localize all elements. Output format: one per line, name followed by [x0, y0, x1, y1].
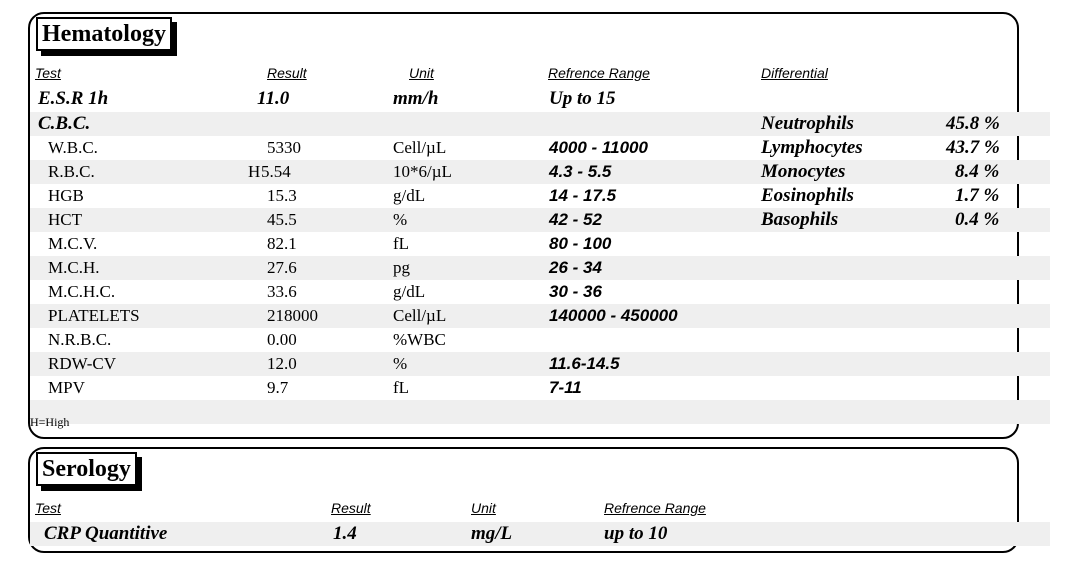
- test-name: MPV: [48, 378, 85, 397]
- test-result: 45.5: [267, 210, 297, 229]
- test-unit: 10*6/µL: [393, 162, 452, 181]
- test-unit: %WBC: [393, 330, 446, 349]
- test-unit: Cell/µL: [393, 138, 447, 157]
- esr-test: E.S.R 1h: [38, 88, 109, 109]
- hematology-title: Hematology: [36, 17, 172, 51]
- test-result: 5.54: [261, 162, 291, 181]
- differential-value: 1.7 %: [955, 185, 1000, 206]
- test-result: 5330: [267, 138, 301, 157]
- esr-range: Up to 15: [549, 88, 616, 109]
- row-band: [30, 256, 1050, 280]
- header-result: Result: [331, 500, 371, 516]
- test-name: W.B.C.: [48, 138, 98, 157]
- crp-result: 1.4: [333, 523, 357, 544]
- row-band: [30, 352, 1050, 376]
- differential-value: 43.7 %: [946, 137, 1000, 158]
- row-band: [30, 304, 1050, 328]
- header-unit: Unit: [471, 500, 496, 516]
- test-range: 4000 - 11000: [549, 138, 648, 157]
- test-range: 7-11: [549, 378, 582, 397]
- header-range: Refrence Range: [604, 500, 706, 516]
- row-band: [30, 112, 1050, 136]
- test-result: 12.0: [267, 354, 297, 373]
- test-result: 82.1: [267, 234, 297, 253]
- test-name: RDW-CV: [48, 354, 116, 373]
- differential-value: 0.4 %: [955, 209, 1000, 230]
- test-name: R.B.C.: [48, 162, 95, 181]
- esr-result: 11.0: [257, 88, 290, 109]
- test-unit: g/dL: [393, 186, 426, 205]
- differential-name: Monocytes: [761, 161, 846, 182]
- test-unit: fL: [393, 378, 410, 397]
- header-test: Test: [35, 500, 61, 516]
- test-name: PLATELETS: [48, 306, 140, 325]
- test-name: HCT: [48, 210, 82, 229]
- test-result: 15.3: [267, 186, 297, 205]
- test-name: M.C.V.: [48, 234, 98, 253]
- crp-range: up to 10: [604, 523, 668, 544]
- header-range: Refrence Range: [548, 65, 650, 81]
- test-unit: Cell/µL: [393, 306, 447, 325]
- test-result: 0.00: [267, 330, 297, 349]
- differential-name: Eosinophils: [761, 185, 854, 206]
- test-name: M.C.H.C.: [48, 282, 116, 301]
- differential-value: 8.4 %: [955, 161, 1000, 182]
- test-name: M.C.H.: [48, 258, 100, 277]
- test-range: 14 - 17.5: [549, 186, 617, 205]
- test-range: 4.3 - 5.5: [549, 162, 612, 181]
- test-result: 9.7: [267, 378, 289, 397]
- test-unit: %: [393, 354, 408, 373]
- cbc-label: C.B.C.: [38, 113, 91, 134]
- test-range: 140000 - 450000: [549, 306, 678, 325]
- test-name: HGB: [48, 186, 84, 205]
- differential-name: Neutrophils: [761, 113, 854, 134]
- differential-name: Lymphocytes: [761, 137, 863, 158]
- high-flag: H: [248, 162, 261, 181]
- test-range: 80 - 100: [549, 234, 612, 253]
- header-result: Result: [267, 65, 307, 81]
- row-band: [30, 522, 1050, 546]
- differential-value: 45.8 %: [946, 113, 1000, 134]
- test-range: 26 - 34: [549, 258, 602, 277]
- esr-unit: mm/h: [393, 88, 439, 109]
- test-unit: fL: [393, 234, 410, 253]
- test-unit: pg: [393, 258, 410, 277]
- differential-name: Basophils: [761, 209, 839, 230]
- crp-unit: mg/L: [471, 523, 513, 544]
- test-name: N.R.B.C.: [48, 330, 112, 349]
- header-test: Test: [35, 65, 61, 81]
- serology-title: Serology: [36, 452, 137, 486]
- header-differential: Differential: [761, 65, 828, 81]
- row-band: [30, 400, 1050, 424]
- test-result: 218000: [267, 306, 318, 325]
- test-unit: %: [393, 210, 408, 229]
- header-unit: Unit: [409, 65, 434, 81]
- test-range: 30 - 36: [549, 282, 602, 301]
- row-band: [30, 208, 1050, 232]
- crp-test: CRP Quantitive: [44, 523, 168, 544]
- row-band: [30, 160, 1050, 184]
- test-range: 11.6-14.5: [549, 354, 620, 373]
- test-result: 27.6: [267, 258, 297, 277]
- test-range: 42 - 52: [549, 210, 602, 229]
- legend-high: H=High: [30, 415, 70, 429]
- test-unit: g/dL: [393, 282, 426, 301]
- test-result: 33.6: [267, 282, 297, 301]
